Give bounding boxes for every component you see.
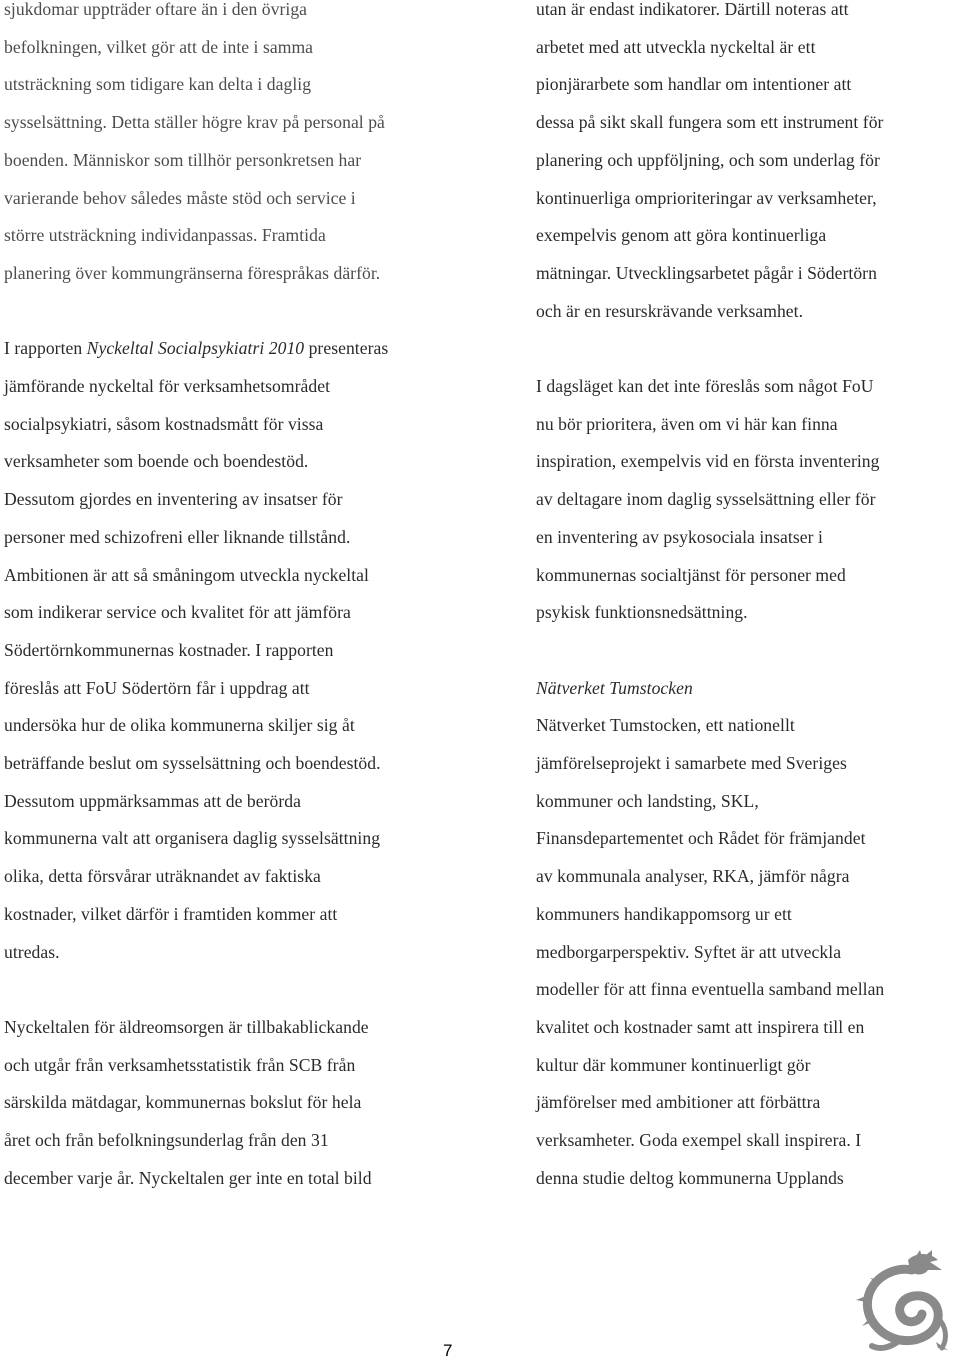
- text-line: befolkningen, vilket gör att de inte i samma: [4, 36, 314, 57]
- text-line: Ambitionen är att så småningom utveckla nyckeltal: [4, 564, 369, 585]
- text-line: sysselsättning. Detta ställer högre krav på personal på: [4, 112, 385, 133]
- text-line: inspiration, exempelvis vid en första inventering: [536, 451, 880, 472]
- text-line: utredas.: [4, 941, 60, 962]
- paragraph-gap: [536, 632, 960, 670]
- text-line: kvalitet och kostnader samt att inspirera till en: [536, 1016, 865, 1037]
- text-line: särskilda mätdagar, kommunernas bokslut för hela: [4, 1092, 362, 1113]
- text-line: kommunernas socialtjänst för personer med: [536, 564, 846, 585]
- text-line: beträffande beslut om sysselsättning och boendestöd.: [4, 753, 381, 774]
- text-line: Nätverket Tumstocken, ett nationellt: [536, 715, 795, 736]
- text-line: socialpsykiatri, såsom kostnadsmått för vissa: [4, 413, 324, 434]
- text-line: kultur där kommuner kontinuerligt gör: [536, 1054, 811, 1075]
- report-title: Nyckeltal Socialpsykiatri 2010: [86, 338, 305, 359]
- right-paragraph-1: [536, 0, 960, 330]
- text-line: [4, 330, 479, 368]
- text-line: jämförelser med ambitioner att förbättra: [536, 1092, 821, 1113]
- paragraph-gap: [4, 971, 479, 1009]
- text-line: kommunerna valt att organisera daglig sysselsättning: [4, 828, 381, 849]
- text-line: och utgår från verksamhetsstatistik från SCB från: [4, 1054, 356, 1075]
- text-line: olika, detta försvårar uträknandet av faktiska: [4, 866, 321, 887]
- text-line: arbetet med att utveckla nyckeltal är ett: [536, 36, 816, 57]
- text-line: mätningar. Utvecklingsarbetet pågår i Södertörn: [536, 262, 877, 283]
- text-line: verksamheter. Goda exempel skall inspirera. I: [536, 1130, 862, 1151]
- text-line: pionjärarbete som handlar om intentioner att: [536, 74, 852, 95]
- text-line: kontinuerliga omprioriteringar av verksamheter,: [536, 187, 877, 208]
- section-heading: Nätverket Tumstocken: [536, 677, 693, 698]
- text-line: utsträckning som tidigare kan delta i daglig: [4, 74, 312, 95]
- text-line: sjukdomar uppträder oftare än i den övriga: [4, 0, 308, 19]
- right-column: [536, 0, 960, 1197]
- text-line: utan är endast indikatorer. Därtill noteras att: [536, 0, 849, 19]
- text-line: kommuners handikappomsorg ur ett: [536, 903, 792, 924]
- text-line: planering över kommungränserna förespråkas därför.: [4, 262, 381, 283]
- text-line: av deltagare inom daglig sysselsättning eller för: [536, 489, 876, 510]
- text-line: Dessutom uppmärksammas att de berörda: [4, 790, 301, 811]
- text-line: kostnader, vilket därför i framtiden kommer att: [4, 903, 338, 924]
- text-line: planering och uppföljning, och som underlag för: [536, 149, 880, 170]
- text-line: Finansdepartementet och Rådet för främjandet: [536, 828, 866, 849]
- text-line: modeller för att finna eventuella samband mellan: [536, 979, 885, 1000]
- left-paragraph-1: [4, 0, 479, 293]
- text-line: personer med schizofreni eller liknande tillstånd.: [4, 526, 351, 547]
- text-line: nu bör prioritera, även om vi här kan finna: [536, 413, 838, 434]
- dragon-logo-icon: [850, 1250, 955, 1360]
- text-line: en inventering av psykosociala insatser i: [536, 526, 823, 547]
- right-paragraph-3: [536, 707, 960, 1197]
- page-number: 7: [443, 1341, 453, 1360]
- text-line: av kommunala analyser, RKA, jämför några: [536, 866, 850, 887]
- text-fragment: I rapporten: [4, 338, 87, 359]
- right-paragraph-2: [536, 368, 960, 632]
- text-line: Dessutom gjordes en inventering av insatser för: [4, 489, 343, 510]
- text-line: större utsträckning individanpassas. Framtida: [4, 225, 326, 246]
- paragraph-gap: [536, 330, 960, 368]
- text-line: året och från befolkningsunderlag från den 31: [4, 1130, 329, 1151]
- text-line: Södertörnkommunernas kostnader. I rapporten: [4, 639, 334, 660]
- text-line: boenden. Människor som tillhör personkretsen har: [4, 149, 362, 170]
- text-line: exempelvis genom att göra kontinuerliga: [536, 225, 827, 246]
- left-paragraph-2: [4, 330, 479, 971]
- text-line: kommuner och landsting, SKL,: [536, 790, 759, 811]
- text-line: I dagsläget kan det inte föreslås som något FoU: [536, 376, 874, 397]
- left-column: [4, 0, 479, 1197]
- left-paragraph-3: [4, 1009, 479, 1198]
- text-line: jämförande nyckeltal för verksamhetsområdet: [4, 376, 331, 397]
- text-line: medborgarperspektiv. Syftet är att utveckla: [536, 941, 842, 962]
- text-line: denna studie deltog kommunerna Upplands: [536, 1167, 844, 1188]
- text-line: undersöka hur de olika kommunerna skiljer sig åt: [4, 715, 355, 736]
- text-line: jämförelseprojekt i samarbete med Sveriges: [536, 753, 847, 774]
- text-line: Nyckeltalen för äldreomsorgen är tillbakablickande: [4, 1016, 369, 1037]
- text-line: psykisk funktionsnedsättning.: [536, 602, 748, 623]
- text-line: föreslås att FoU Södertörn får i uppdrag att: [4, 677, 310, 698]
- text-line: och är en resurskrävande verksamhet.: [536, 300, 804, 321]
- text-line: verksamheter som boende och boendestöd.: [4, 451, 309, 472]
- text-line: varierande behov således måste stöd och service i: [4, 187, 356, 208]
- text-fragment: presenteras: [304, 338, 389, 359]
- text-line: som indikerar service och kvalitet för att jämföra: [4, 602, 351, 623]
- text-line: december varje år. Nyckeltalen ger inte en total bild: [4, 1167, 372, 1188]
- text-line: dessa på sikt skall fungera som ett instrument för: [536, 112, 884, 133]
- paragraph-gap: [4, 293, 479, 331]
